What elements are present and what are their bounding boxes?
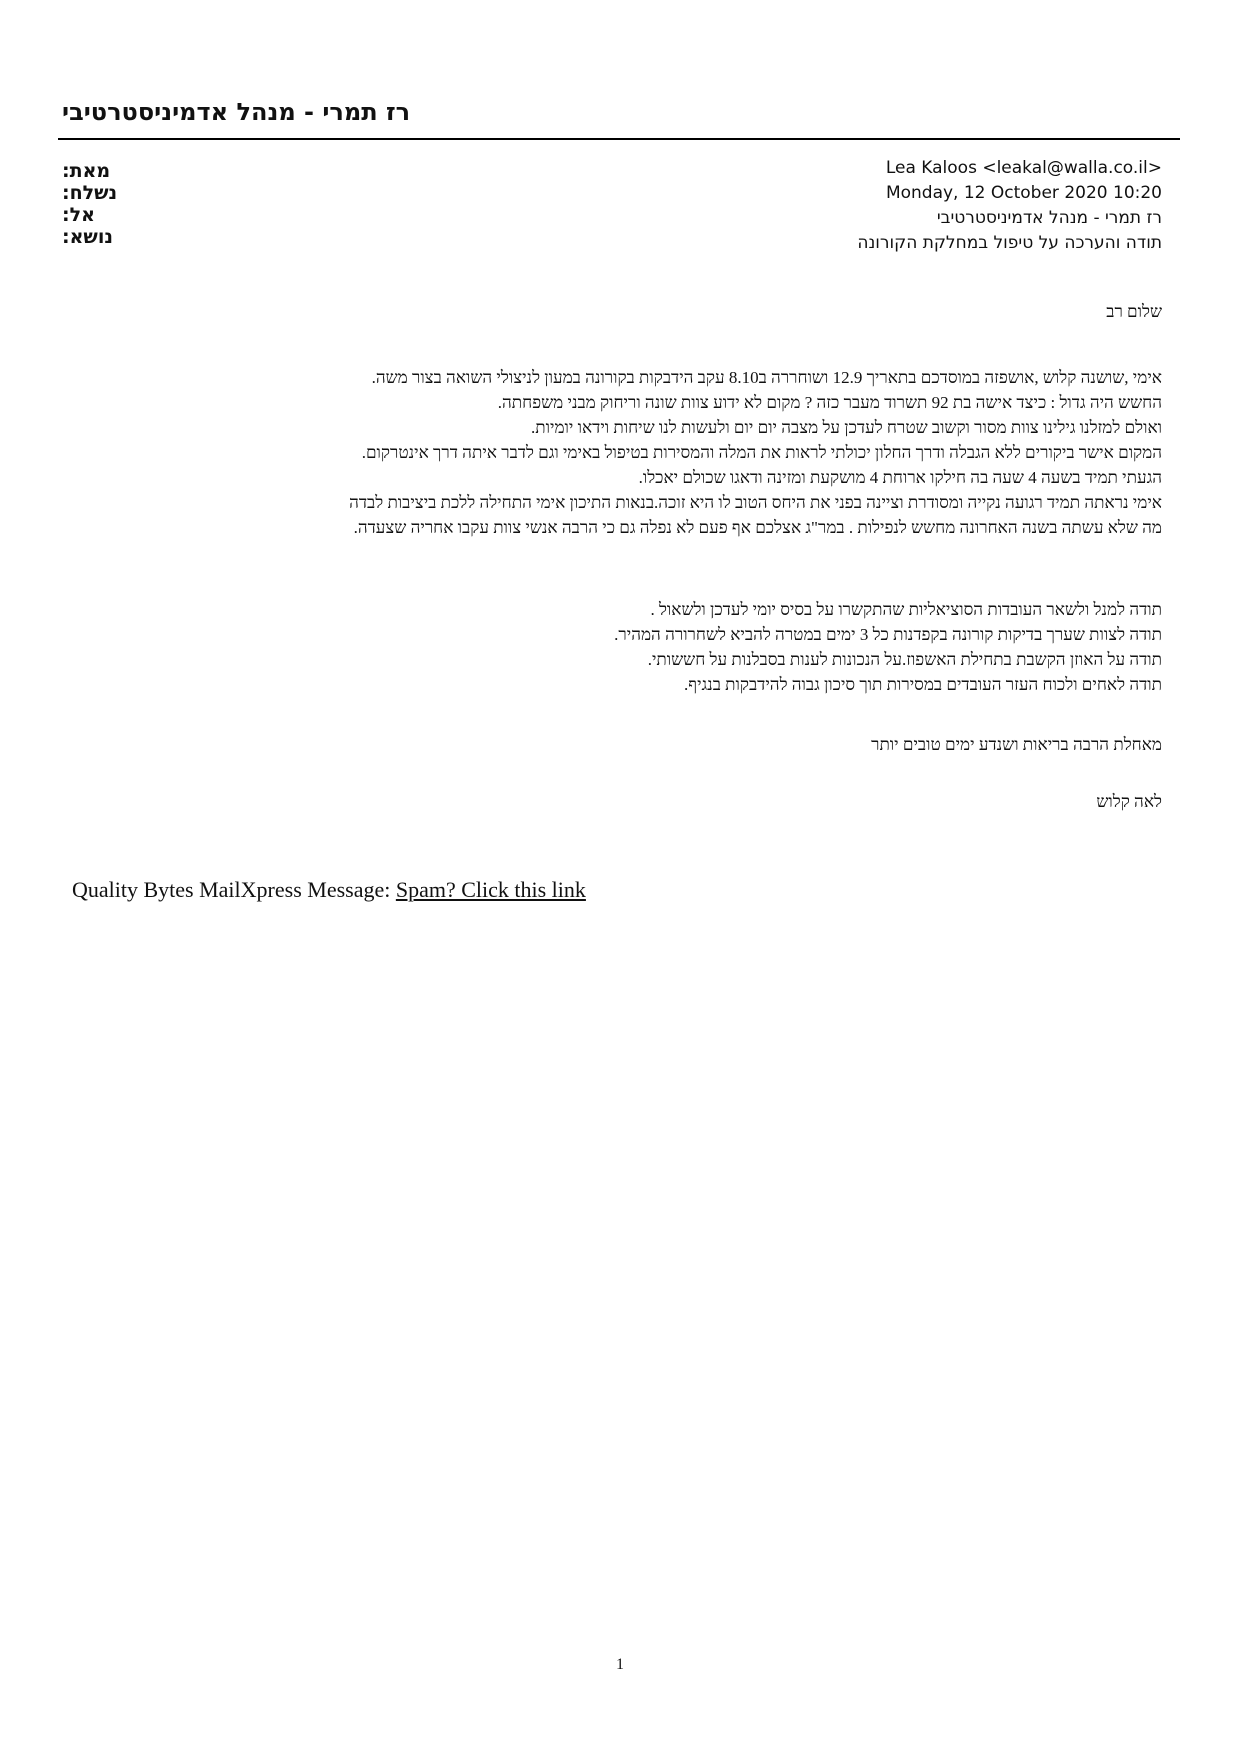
body-line: החשש היה גדול : כיצד אישה בת 92 תשרוד מעבר כזה ? מקום לא ידוע צוות שונה וריחוק מבני משפחתה. <box>497 393 1162 412</box>
sent-label: נשלח: <box>62 182 118 204</box>
body-line: תודה על האוזן הקשבת בתחילת האשפוז.על הנכונות לענות בסבלנות על חששותי. <box>647 650 1162 669</box>
body-line: אימי ,שושנה קלוש ,אושפזה במוסדכם בתאריך 12.9 ושוחררה ב8.10 עקב הידבקות בקורונה במעון לניצולי השואה בצור משה. <box>371 368 1162 387</box>
mailxpress-footer <box>72 877 772 903</box>
body-paragraph-2 <box>62 597 1162 697</box>
greeting: שלום רב <box>1106 302 1162 321</box>
from-label: מאת: <box>62 160 111 182</box>
body-line: אימי נראתה תמיד רגועה נקייה ומסודרת וציינה בפני את היחס הטוב לו היא זוכה.בנאות התיכון אימי התחילה ללכת ביציבות לבדה <box>349 493 1162 512</box>
body-line: המקום אישר ביקורים ללא הגבלה ודרך החלון יכולתי לראות את המלה והמסירות בטיפול באימי וגם לדבר איתה דרך אינטרקום. <box>361 443 1162 462</box>
subject-label: נושא: <box>62 226 113 248</box>
sent-value: Monday, 12 October 2020 10:20 <box>885 183 1162 203</box>
email-header-labels <box>62 160 172 248</box>
to-value: רז תמרי - מנהל אדמיניסטרטיבי <box>936 208 1162 228</box>
from-value: Lea Kaloos <leakal@walla.co.il> <box>885 158 1162 178</box>
body-paragraph-1 <box>62 365 1162 540</box>
footer-prefix: Quality Bytes MailXpress Message: <box>72 877 396 902</box>
signature: לאה קלוש <box>1096 792 1162 811</box>
body-line: הגעתי תמיד בשעה 4 שעה בה חילקו ארוחת 4 מושקעת ומזינה ודאגו שכולם יאכלו. <box>638 468 1162 487</box>
subject-value: תודה והערכה על טיפול במחלקת הקורונה <box>857 233 1162 253</box>
header-divider <box>58 138 1180 140</box>
body-line: ואולם למזלנו גילינו צוות מסור וקשוב שטרח לעדכן על מצבה יום יום ולעשות לנו שיחות וידאו יומיות. <box>531 418 1162 437</box>
body-line: תודה למנל ולשאר העובדות הסוציאליות שהתקשרו על בסיס יומי לעדכן ולשאול . <box>650 600 1162 619</box>
page-number: 1 <box>616 1656 624 1673</box>
to-label: אל: <box>62 204 95 226</box>
body-line: תודה לצוות שערך בדיקות קורונה בקפדנות כל 3 ימים במטרה להביא לשחרורה המהיר. <box>614 625 1162 644</box>
document-title: רז תמרי - מנהל אדמיניסטרטיבי <box>62 98 411 126</box>
closing-line: מאחלת הרבה בריאות ושנדע ימים טובים יותר <box>871 735 1162 754</box>
email-header-values <box>560 156 1162 256</box>
body-line: מה שלא עשתה בשנה האחרונה מחשש לנפילות . במר"ג אצלכם אף פעם לא נפלה גם כי הרבה אנשי צוות עקבו אחריה שצעדה. <box>353 518 1162 537</box>
body-line: תודה לאחים ולכוח העזר העובדים במסירות תוך סיכון גבוה להידבקות בנגיף. <box>684 675 1162 694</box>
spam-report-link[interactable]: Spam? Click this link <box>395 877 586 902</box>
